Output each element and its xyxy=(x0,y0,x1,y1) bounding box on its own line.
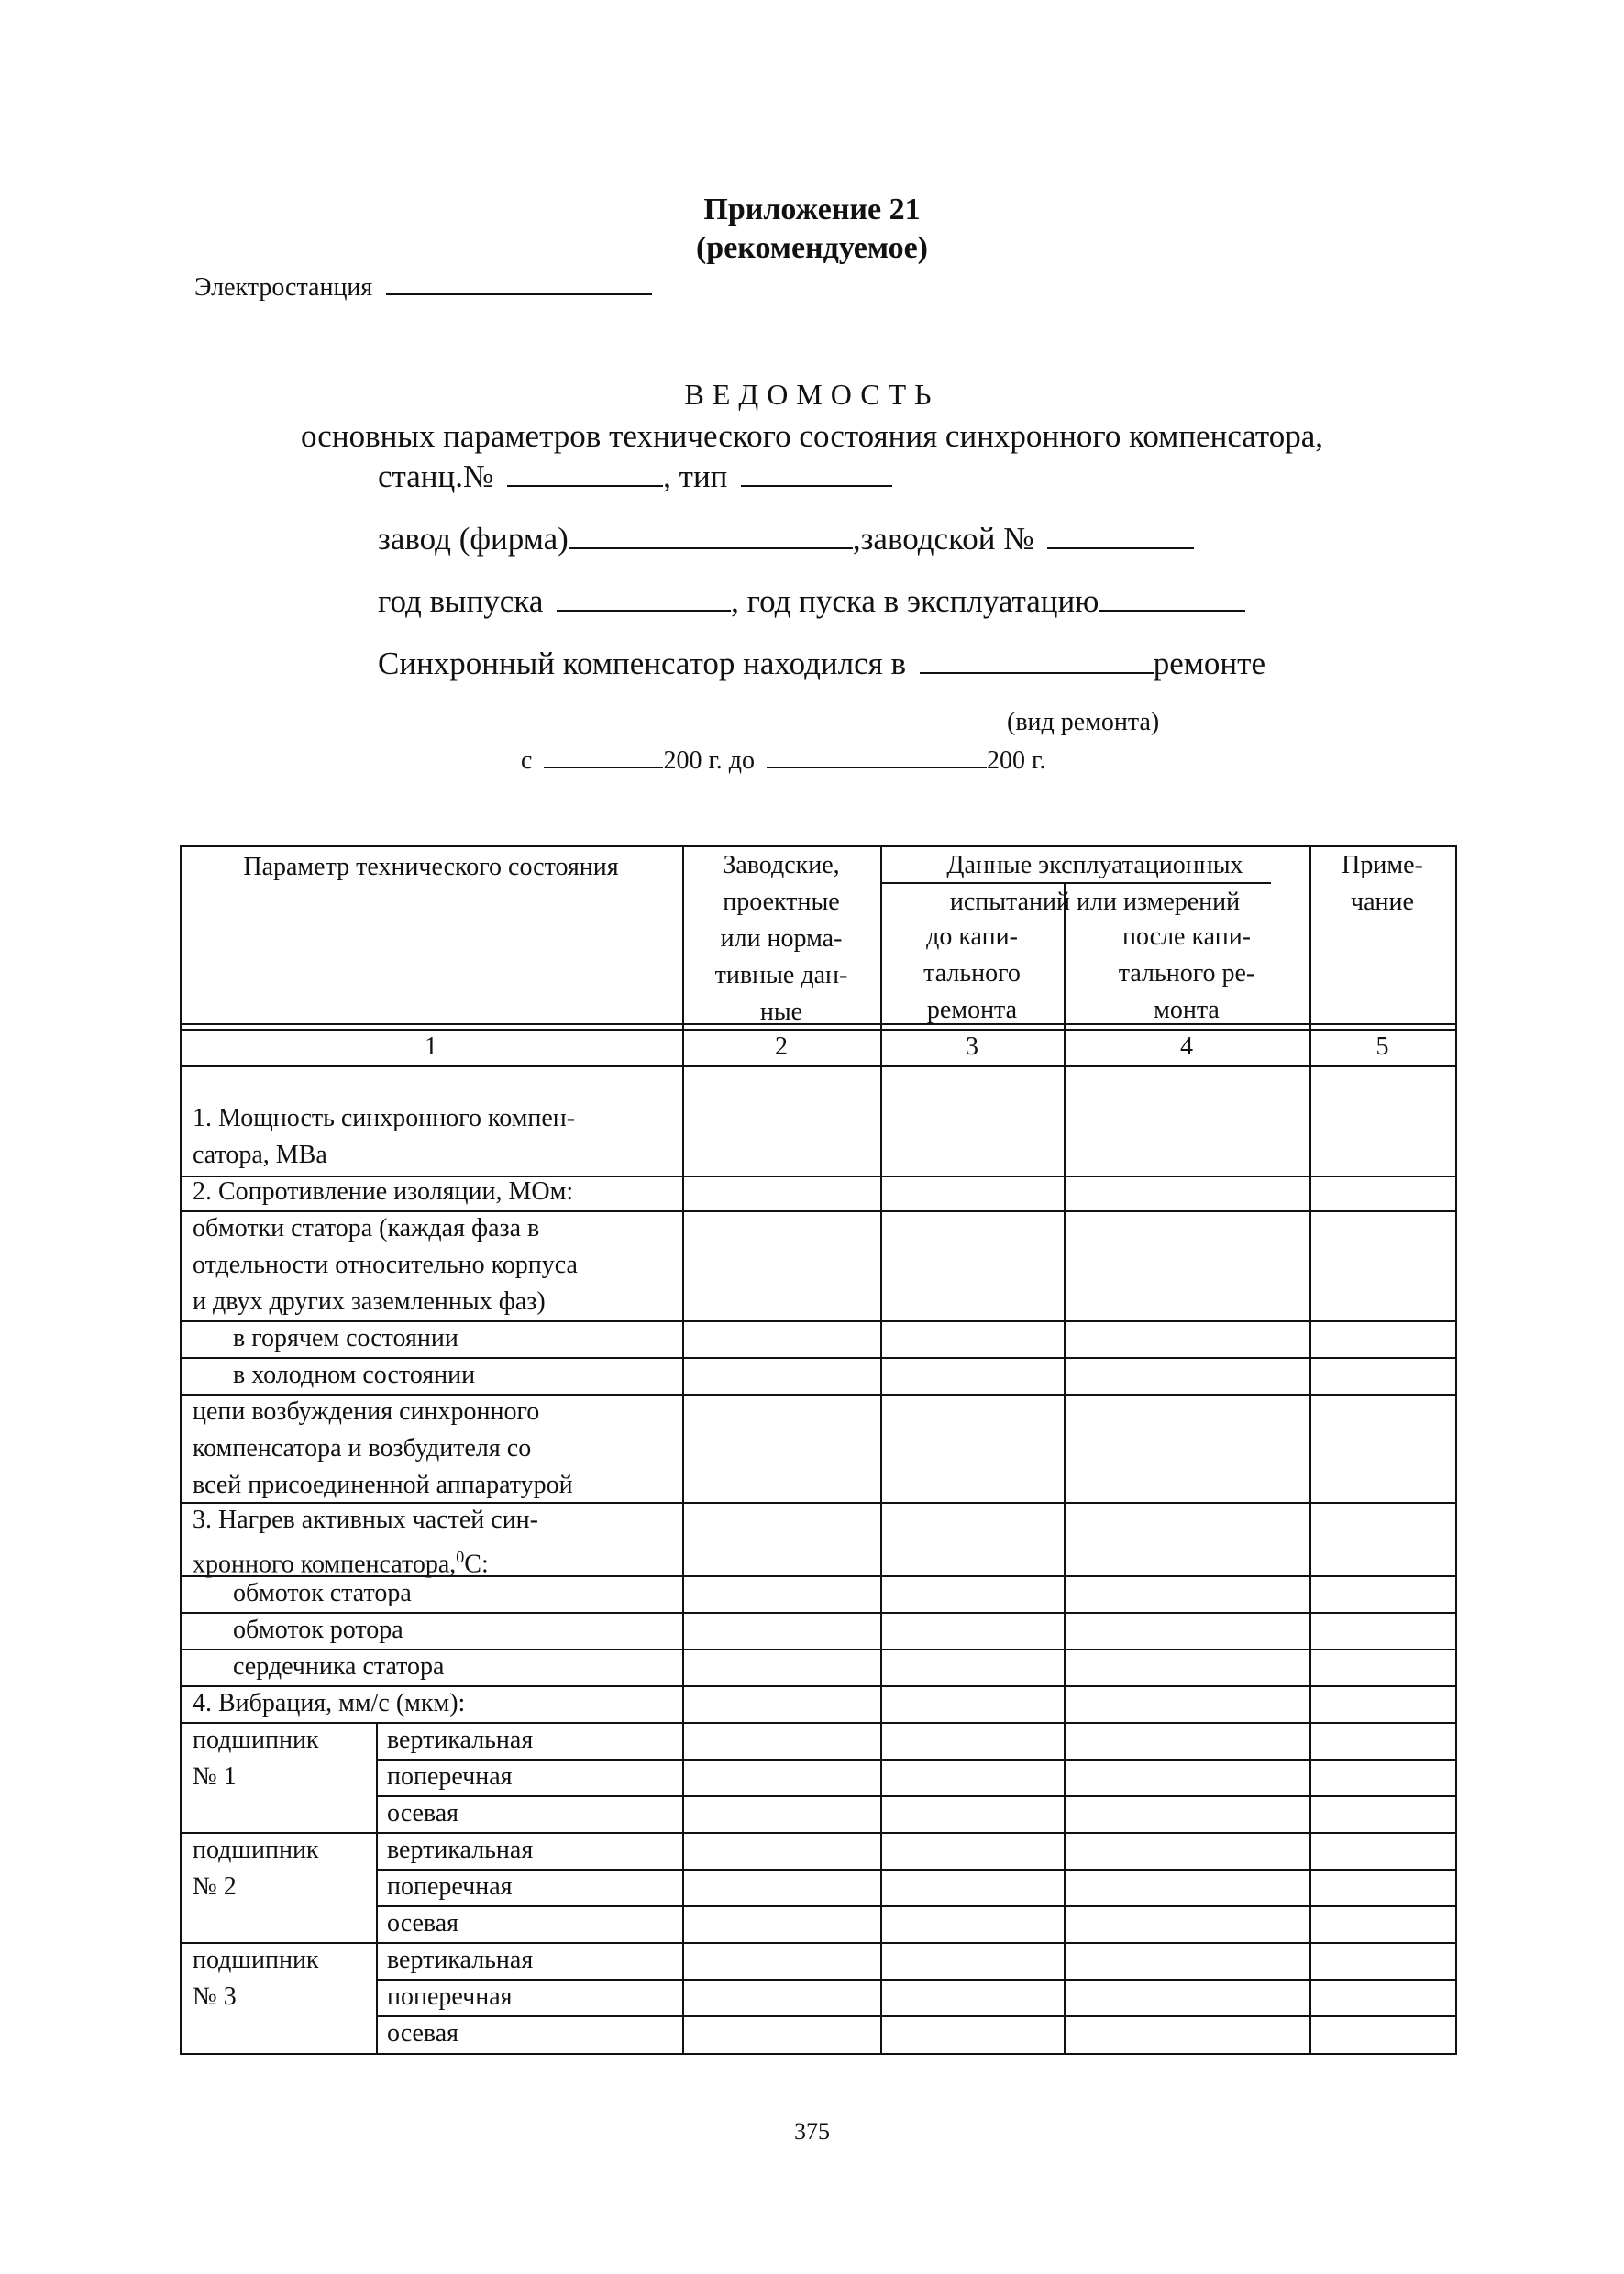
station-no-blank[interactable] xyxy=(507,463,663,487)
column-number: 2 xyxy=(775,1032,788,1061)
from-label: с xyxy=(521,746,533,775)
row-hot-state: в горячем состоянии xyxy=(233,1324,458,1352)
column-number: 1 xyxy=(425,1032,437,1061)
table-border-bottom xyxy=(180,2053,1457,2055)
row-stator-windings-temp: обмоток статора xyxy=(233,1579,412,1607)
year-start-label: , год пуска в эксплуатацию xyxy=(731,583,1099,619)
factory-no-label: ,заводской № xyxy=(852,521,1034,557)
station-blank[interactable] xyxy=(386,271,652,295)
to-date-blank[interactable] xyxy=(767,745,987,768)
header-factory-line: Заводские, xyxy=(723,851,840,879)
row-text: сатора, МВа xyxy=(193,1141,327,1169)
bearing-2-transverse: поперечная xyxy=(387,1872,513,1901)
header-after-line: после капи- xyxy=(1121,922,1252,951)
header-before-repair xyxy=(880,919,1064,1029)
bearing-text: № 2 xyxy=(193,1872,237,1901)
column-divider xyxy=(1309,845,1311,2055)
row-text: отдельности относительно корпуса xyxy=(193,1251,578,1279)
header-factory-line: проектные xyxy=(723,888,840,916)
degree-superscript: 0 xyxy=(456,1548,465,1566)
row-text: 3. Нагрев активных частей син- xyxy=(193,1506,538,1534)
header-factory-line: тивные дан- xyxy=(714,961,848,989)
row-line xyxy=(180,1942,1457,1944)
type-label: , тип xyxy=(663,458,728,494)
plant-line xyxy=(378,521,1194,557)
header-operational-line: Данные эксплуатационных xyxy=(946,851,1243,879)
bearing-text: подшипник xyxy=(193,1836,319,1864)
row-line xyxy=(376,1869,1457,1871)
header-note xyxy=(1309,847,1455,921)
bearing-1-transverse: поперечная xyxy=(387,1762,513,1791)
row-text-part: хронного компенсатора, xyxy=(193,1550,457,1579)
page-number: 375 xyxy=(794,2118,830,2145)
row-line xyxy=(180,1832,1457,1834)
header-factory-line: или норма- xyxy=(720,924,843,953)
header-note-line: чание xyxy=(1351,888,1414,916)
plant-blank[interactable] xyxy=(569,525,853,549)
repair-suffix: ремонте xyxy=(1153,646,1265,681)
header-after-repair xyxy=(1064,919,1309,1029)
row-line xyxy=(376,1759,1457,1761)
plant-label: завод (фирма) xyxy=(378,521,569,557)
header-before-line: до капи- xyxy=(926,922,1018,951)
year-label-1: 200 г. до xyxy=(663,746,756,775)
type-blank[interactable] xyxy=(741,463,892,487)
bearing-1-label xyxy=(193,1722,319,1795)
from-date-blank[interactable] xyxy=(544,745,663,768)
bearing-text: № 1 xyxy=(193,1762,237,1791)
row-text: и двух других заземленных фаз) xyxy=(193,1287,546,1316)
row-line xyxy=(376,2015,1457,2017)
header-operational-data xyxy=(880,847,1309,921)
repair-text: Синхронный компенсатор находился в xyxy=(378,646,906,681)
table-border-left xyxy=(180,845,182,2055)
row-text: обмотки статора (каждая фаза в xyxy=(193,1214,540,1242)
row-heating xyxy=(193,1502,538,1583)
year-made-label: год выпуска xyxy=(378,583,544,619)
row-text: компенсатора и возбудителя со xyxy=(193,1434,532,1463)
bearing-3-label xyxy=(193,1942,319,2015)
bearing-2-vertical: вертикальная xyxy=(387,1836,534,1864)
row-line xyxy=(180,1722,1457,1724)
header-parameter: Параметр технического состояния xyxy=(243,853,619,881)
repair-kind-note: (вид ремонта) xyxy=(1007,708,1160,736)
header-operational-line: испытаний или измерений xyxy=(949,888,1241,916)
bearing-text: подшипник xyxy=(193,1946,319,1974)
number-row-bottom-line xyxy=(180,1065,1457,1067)
bearing-text: подшипник xyxy=(193,1726,319,1754)
row-text: 1. Мощность синхронного компен- xyxy=(193,1104,576,1132)
row-line xyxy=(376,1979,1457,1981)
statement-subtitle: основных параметров технического состояния синхронного компенсатора, xyxy=(300,418,1324,454)
column-number: 3 xyxy=(966,1032,978,1061)
station-no-line xyxy=(378,458,892,495)
bearing-2-label xyxy=(193,1832,319,1905)
appendix-title: Приложение 21 xyxy=(703,193,921,226)
bearing-text: № 3 xyxy=(193,1982,237,2011)
factory-no-blank[interactable] xyxy=(1047,525,1194,549)
year-line xyxy=(378,583,1245,620)
row-line xyxy=(376,1905,1457,1907)
row-text: всей присоединенной аппаратурой xyxy=(193,1471,573,1499)
bearing-3-transverse: поперечная xyxy=(387,1982,513,2011)
column-number: 5 xyxy=(1375,1032,1389,1061)
bearing-column-divider xyxy=(376,1722,378,2055)
appendix-subtitle: (рекомендуемое) xyxy=(695,231,929,265)
repair-kind-blank[interactable] xyxy=(920,650,1154,674)
year-label-2: 200 г. xyxy=(987,746,1046,775)
row-excitation-circuit xyxy=(193,1394,573,1504)
station-line xyxy=(194,271,652,303)
header-before-line: тального xyxy=(923,959,1021,988)
bearing-2-axial: осевая xyxy=(387,1909,459,1937)
row-power xyxy=(193,1100,575,1174)
row-vibration: 4. Вибрация, мм/с (мкм): xyxy=(193,1689,466,1717)
row-line xyxy=(376,1795,1457,1797)
row-insulation: 2. Сопротивление изоляции, МОм: xyxy=(193,1177,574,1206)
header-before-line: ремонта xyxy=(926,996,1018,1024)
parameters-table xyxy=(180,845,1457,2055)
header-note-line: Приме- xyxy=(1342,851,1423,879)
year-made-blank[interactable] xyxy=(557,588,731,612)
header-factory-line: ные xyxy=(759,998,803,1026)
row-stator-winding xyxy=(193,1210,578,1320)
degree-unit: С: xyxy=(464,1550,489,1579)
station-no-label: станц.№ xyxy=(378,458,494,494)
bearing-3-vertical: вертикальная xyxy=(387,1946,534,1974)
table-border-right xyxy=(1455,845,1457,2055)
row-text: цепи возбуждения синхронного xyxy=(193,1397,540,1426)
station-label: Электростанция xyxy=(194,273,373,302)
bearing-1-axial: осевая xyxy=(387,1799,459,1827)
header-after-line: монта xyxy=(1154,996,1220,1024)
bearing-1-vertical: вертикальная xyxy=(387,1726,534,1754)
header-factory-data xyxy=(682,847,880,1031)
row-rotor-windings-temp: обмоток ротора xyxy=(233,1616,403,1644)
column-number: 4 xyxy=(1180,1032,1193,1061)
date-range-line xyxy=(521,745,1045,776)
row-stator-core-temp: сердечника статора xyxy=(233,1652,445,1681)
year-start-blank[interactable] xyxy=(1099,588,1245,612)
header-after-line: тального ре- xyxy=(1118,959,1255,988)
row-cold-state: в холодном состоянии xyxy=(233,1361,476,1389)
repair-line xyxy=(378,646,1265,682)
statement-heading: ВЕДОМОСТЬ xyxy=(684,378,940,411)
bearing-3-axial: осевая xyxy=(387,2019,459,2048)
